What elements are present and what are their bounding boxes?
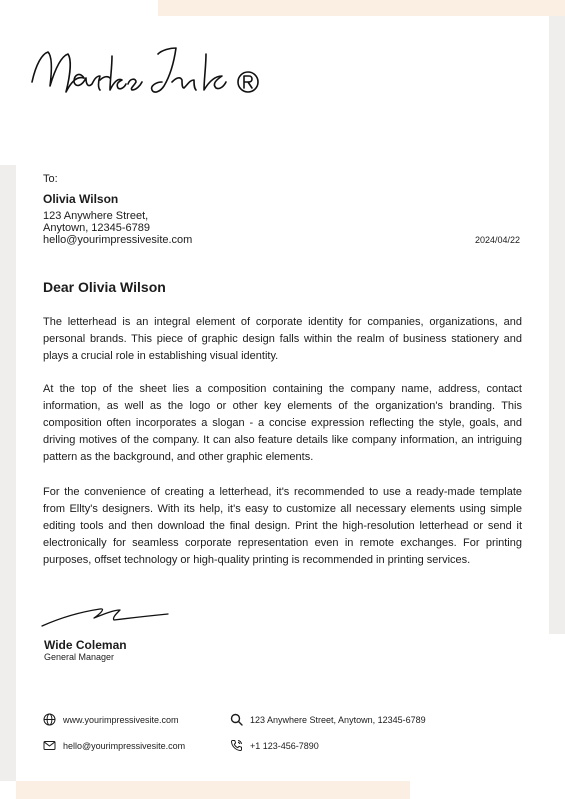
phone-icon — [230, 739, 243, 752]
recipient-name: Olivia Wilson — [43, 192, 119, 206]
footer-website-text: www.yourimpressivesite.com — [63, 714, 179, 725]
body-paragraph-1: The letterhead is an integral element of corporate identity for companies, organizations, and personal brands. This piece of graphic design falls within the realm of business stationery and plays a crucial role in establishing visual identity. — [43, 316, 522, 362]
top-accent-bar — [158, 0, 565, 16]
handwritten-signature — [40, 600, 172, 630]
signer-name: Wide Coleman — [44, 638, 127, 652]
bottom-accent-bar — [16, 781, 410, 799]
envelope-icon — [43, 739, 56, 752]
footer-website[interactable] — [43, 713, 179, 726]
letter-greeting: Dear Olivia Wilson — [43, 279, 166, 295]
letter-date: 2024/04/22 — [474, 235, 520, 245]
right-accent-bar — [549, 16, 565, 634]
body-paragraph-2: At the top of the sheet lies a composition containing the company name, address, contact information, as well as the logo or other key elements of the organization's branding. This composition often incorporates a slogan - a concise expression reflecting the style, goals, and driving motives of the company. It can also feature details like company information, an intriguing pattern as the background, and other graphic elements. — [43, 383, 522, 463]
recipient-address-line2: Anytown, 12345-6789 — [43, 222, 151, 234]
footer-address-text: 123 Anywhere Street, Anytown, 12345-6789 — [250, 714, 426, 725]
footer-phone[interactable] — [230, 739, 319, 752]
footer-email-text: hello@yourimpressivesite.com — [63, 740, 186, 751]
left-accent-bar — [0, 165, 16, 781]
to-label: To: — [43, 173, 58, 185]
signer-title: General Manager — [44, 652, 115, 662]
footer-address — [230, 713, 426, 726]
footer-email[interactable] — [43, 739, 185, 752]
brand-logo — [26, 36, 266, 106]
search-icon — [230, 713, 243, 726]
recipient-email: hello@yourimpressivesite.com — [43, 234, 193, 246]
globe-icon — [43, 713, 56, 726]
recipient-address-line1: 123 Anywhere Street, — [43, 210, 149, 222]
body-paragraph-3: For the convenience of creating a letterhead, it's recommended to use a ready-made template from Ellty's designers. With its help, it's easy to customize all necessary elements using simple editing tools and then download the final design. Print the high-resolution letterhead or send it electronically for seamless corporate representation even in remote exchanges. For printing purposes, offset technology or high-quality printing is recommended in printing services. — [43, 486, 522, 566]
footer-phone-text: +1 123-456-7890 — [250, 740, 319, 751]
